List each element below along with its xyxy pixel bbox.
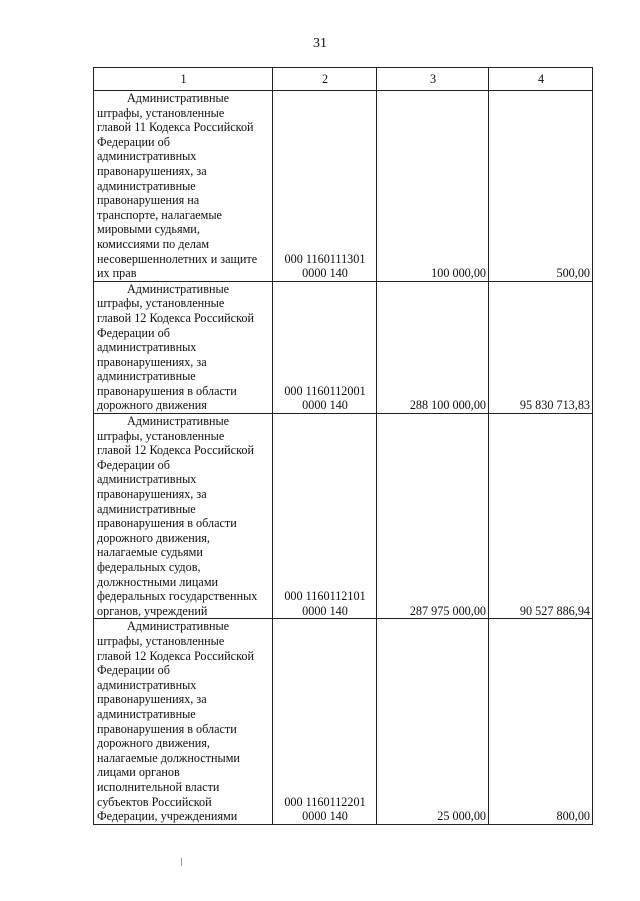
revenue-name-line: Федерации об [97, 134, 170, 149]
revenue-name-cell [94, 91, 273, 282]
revenue-name-line: Федерации об [97, 325, 170, 340]
revenue-name-line: административных [97, 677, 197, 692]
budget-code-cell [273, 619, 377, 824]
actual-amount-cell: 800,00 [489, 619, 593, 824]
budget-code-cell [273, 91, 377, 282]
revenue-name-line: Административные [127, 91, 230, 105]
plan-amount-cell: 288 100 000,00 [377, 281, 489, 413]
revenue-name-line: правонарушениях, за [97, 163, 207, 178]
revenue-name-line: должностными лицами [97, 574, 219, 589]
table-body [94, 91, 593, 825]
table-row [94, 619, 593, 824]
budget-table [93, 67, 593, 825]
revenue-name-line: субъектов Российской [97, 794, 212, 809]
revenue-name-line: правонарушения в области [97, 721, 237, 736]
budget-code-line: 000 1160112101 [284, 589, 366, 604]
revenue-name-cell [94, 414, 273, 619]
budget-code-line: 000 1160111301 [284, 251, 366, 266]
column-header-4: 4 [489, 68, 593, 91]
table-header [94, 68, 593, 91]
table-row [94, 91, 593, 282]
budget-code-line: 0000 140 [302, 398, 348, 413]
table-row [94, 281, 593, 413]
revenue-name-line: Административные [127, 281, 230, 296]
revenue-name-line: главой 11 Кодекса Российской [97, 120, 254, 135]
revenue-name-line: их прав [97, 266, 137, 281]
revenue-name-line: административных [97, 340, 197, 355]
revenue-name-line: лицами органов [97, 765, 180, 780]
revenue-name-line: федеральных судов, [97, 560, 201, 574]
plan-amount-cell: 100 000,00 [377, 91, 489, 282]
revenue-name-cell [94, 281, 273, 413]
budget-code-cell [273, 281, 377, 413]
revenue-name-line: правонарушениях, за [97, 487, 207, 502]
column-header-3: 3 [377, 68, 489, 91]
revenue-name-line: правонарушения в области [97, 383, 237, 398]
plan-amount-cell: 25 000,00 [377, 619, 489, 824]
table-row [94, 414, 593, 619]
revenue-name-line: административные [97, 178, 196, 193]
revenue-name-line: дорожного движения, [97, 736, 210, 751]
revenue-name-line: Федерации об [97, 457, 170, 472]
budget-code-cell [273, 414, 377, 619]
revenue-name-line: дорожного движения, [97, 530, 210, 545]
actual-amount-cell: 500,00 [489, 91, 593, 282]
revenue-name-line: органов, учреждений [97, 603, 208, 618]
revenue-name-cell [94, 619, 273, 824]
revenue-name-line: транспорте, налагаемые [97, 207, 222, 222]
column-header-2: 2 [273, 68, 377, 91]
revenue-name-line: Административные [127, 619, 230, 634]
budget-code-line: 0000 140 [302, 603, 348, 618]
revenue-name-line: административные [97, 501, 196, 516]
revenue-name-line: Федерации об [97, 663, 170, 678]
budget-code-line: 000 1160112201 [284, 794, 366, 809]
budget-code-line: 0000 140 [302, 809, 348, 824]
revenue-name-line: правонарушениях, за [97, 354, 207, 369]
revenue-name-line: административные [97, 369, 196, 384]
column-header-1: 1 [94, 68, 273, 91]
revenue-name-line: комиссиями по делам [97, 236, 210, 251]
revenue-name-line: налагаемые должностными [97, 750, 240, 765]
revenue-name-line: несовершеннолетних и защите [97, 251, 258, 266]
revenue-name-line: Административные [127, 414, 230, 429]
revenue-name-line: мировыми судьями, [97, 222, 200, 237]
revenue-name-line: правонарушения на [97, 193, 200, 208]
revenue-name-line: штрафы, установленные [97, 296, 225, 311]
header-row [94, 68, 593, 91]
revenue-name-line: налагаемые судьями [97, 545, 203, 560]
plan-amount-cell: 287 975 000,00 [377, 414, 489, 619]
actual-amount-cell: 95 830 713,83 [489, 281, 593, 413]
scan-mark [181, 858, 182, 866]
revenue-name-line: штрафы, установленные [97, 428, 225, 443]
revenue-name-line: главой 12 Кодекса Российской [97, 648, 255, 663]
revenue-name-line: правонарушения в области [97, 516, 237, 531]
revenue-name-line: федеральных государственных [97, 589, 258, 604]
revenue-name-line: Федерации, учреждениями [97, 809, 238, 824]
budget-code-line: 0000 140 [302, 266, 348, 281]
revenue-name-line: исполнительной власти [97, 779, 220, 794]
revenue-name-line: дорожного движения [97, 398, 207, 413]
revenue-name-line: главой 12 Кодекса Российской [97, 443, 255, 458]
revenue-name-line: правонарушениях, за [97, 692, 207, 707]
revenue-name-line: штрафы, установленные [97, 633, 225, 648]
revenue-name-line: главой 12 Кодекса Российской [97, 310, 255, 325]
page-number: 31 [313, 36, 327, 51]
revenue-name-line: штрафы, установленные [97, 105, 225, 120]
budget-code-line: 000 1160112001 [284, 383, 366, 398]
revenue-name-line: административные [97, 706, 196, 721]
revenue-name-line: административных [97, 472, 197, 487]
actual-amount-cell: 90 527 886,94 [489, 414, 593, 619]
revenue-name-line: административных [97, 149, 197, 164]
